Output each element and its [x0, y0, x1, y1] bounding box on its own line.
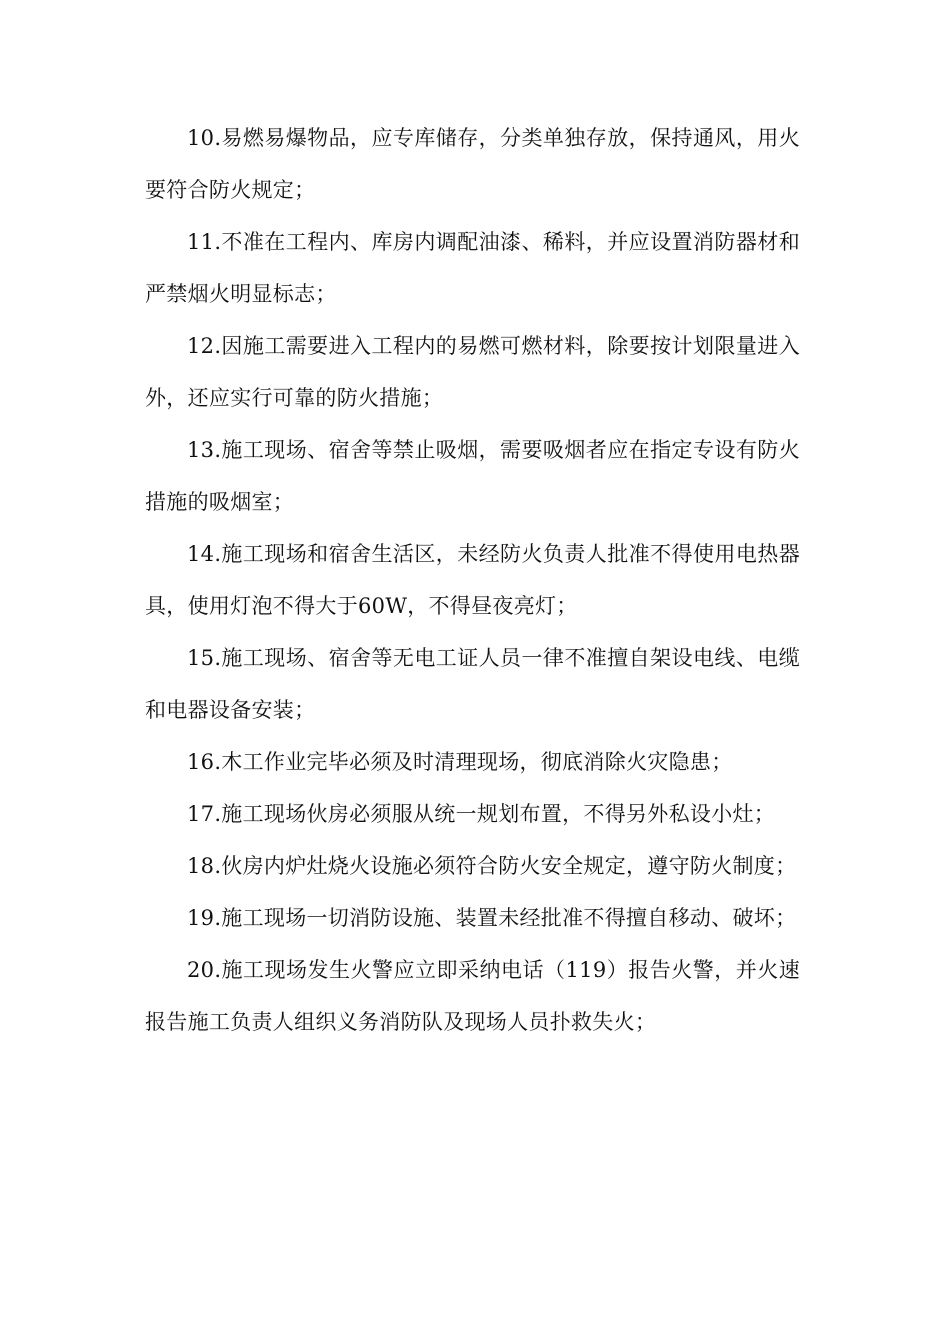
paragraph-12: 12.因施工需要进入工程内的易燃可燃材料，除要按计划限量进入外，还应实行可靠的防火措施；: [145, 334, 800, 410]
paragraph-13: 13.施工现场、宿舍等禁止吸烟，需要吸烟者应在指定专设有防火措施的吸烟室；: [145, 438, 800, 514]
paragraph-17: 17.施工现场伙房必须服从统一规划布置，不得另外私设小灶；: [187, 802, 776, 826]
paragraph-15: 15.施工现场、宿舍等无电工证人员一律不准擅自架设电线、电缆和电器设备安装；: [145, 646, 800, 722]
paragraph-11: 11.不准在工程内、库房内调配油漆、稀料，并应设置消防器材和严禁烟火明显标志；: [145, 230, 800, 306]
paragraph-10: 10.易燃易爆物品，应专库储存，分类单独存放，保持通风，用火要符合防火规定；: [145, 126, 800, 202]
paragraph-14: 14.施工现场和宿舍生活区，未经防火负责人批准不得使用电热器具，使用灯泡不得大于60W，不得昼夜亮灯；: [145, 542, 800, 618]
paragraph-20: 20.施工现场发生火警应立即采纳电话（119）报告火警，并火速报告施工负责人组织义务消防队及现场人员扑救失火；: [145, 958, 800, 1034]
document-body: [145, 112, 800, 1048]
paragraph-16: 16.木工作业完毕必须及时清理现场，彻底消除火灾隐患；: [187, 750, 733, 774]
paragraph-19: 19.施工现场一切消防设施、装置未经批准不得擅自移动、破坏；: [187, 906, 797, 930]
paragraph-18: 18.伙房内炉灶烧火设施必须符合防火安全规定，遵守防火制度；: [187, 854, 797, 878]
